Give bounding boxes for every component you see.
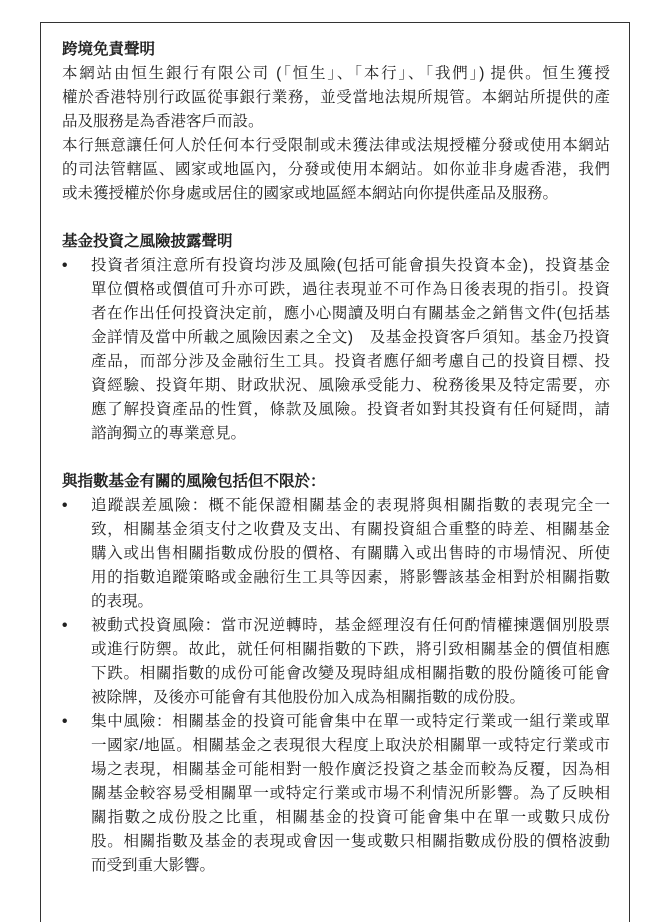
- text-line: 產品，而部分涉及金融衍生工具。投資者應仔細考慮自己的投資目標、投: [91, 353, 610, 370]
- text-line: 投資者須注意所有投資均涉及風險(包括可能會損失投資本金)，投資基金: [91, 257, 610, 274]
- disclaimer-content: [62, 38, 610, 878]
- text-line: 應了解投資產品的性質，條款及風險。投資者如對其投資有任何疑問，請: [91, 401, 610, 418]
- section-gap: [62, 206, 610, 230]
- text-line: 或進行防禦。故此，就任何相關指數的下跌，將引致相關基金的價值相應: [91, 641, 610, 658]
- text-line: 者在作出任何投資決定前，應小心閱讀及明白有關基金之銷售文件(包括基: [91, 305, 610, 322]
- text-line: 場之表現，相關基金可能相對一般作廣泛投資之基金而較為反覆，因為相: [91, 761, 610, 778]
- bullet-icon: •: [62, 257, 68, 274]
- text-line: 股。相關指數及基金的表現或會因一隻或數只相關指數成份股的價格波動: [91, 833, 610, 850]
- text-line: 權於香港特別行政區從事銀行業務，並受當地法規所規管。本網站所提供的產: [62, 89, 610, 106]
- text-line: 集中風險：相關基金的投資可能會集中在單一或特定行業或一組行業或單: [91, 713, 610, 730]
- text-line: 被除牌，及後亦可能會有其他股份加入成為相關指數的成份股。: [91, 689, 526, 706]
- text-line: 追蹤誤差風險：概不能保證相關基金的表現將與相關指數的表現完全一: [91, 497, 610, 514]
- section-gap: [62, 446, 610, 470]
- section-title: 與指數基金有關的風險包括但不限於：: [62, 473, 326, 490]
- text-line: 本網站由恒生銀行有限公司 (「恒生」、「本行」、「我們」) 提供。恒生獲授: [62, 65, 610, 82]
- paragraph: [62, 134, 610, 206]
- text-line: 諮詢獨立的專業意見。: [91, 425, 247, 442]
- text-line: 資經驗、投資年期、財政狀況、風險承受能力、稅務後果及特定需要，亦: [91, 377, 610, 394]
- text-line: 被動式投資風險：當市況逆轉時，基金經理沒有任何酌情權揀選個別股票: [91, 617, 610, 634]
- bullet-icon: •: [62, 617, 68, 634]
- bullet-item: [62, 710, 610, 878]
- bullet-icon: •: [62, 713, 68, 730]
- text-line: 本行無意讓任何人於任何本行受限制或未獲法律或法規授權分發或使用本網站: [62, 137, 610, 154]
- text-line: 的司法管轄區、國家或地區內，分發或使用本網站。如你並非身處香港，我們: [62, 161, 610, 178]
- text-line: 而受到重大影響。: [91, 857, 216, 874]
- bullet-icon: •: [62, 497, 68, 514]
- bullet-item: [62, 254, 610, 446]
- text-line: 購入或出售相關指數成份股的價格、有關購入或出售時的市場情況、所使: [91, 545, 610, 562]
- text-line: 單位價格或價值可升亦可跌，過往表現並不可作為日後表現的指引。投資: [91, 281, 610, 298]
- text-line: 一國家/地區。相關基金之表現很大程度上取決於相關單一或特定行業或市: [91, 737, 610, 754]
- paragraph: [62, 62, 610, 134]
- bullet-item: [62, 494, 610, 614]
- text-line: 的表現。: [91, 593, 154, 610]
- text-line: 關基金較容易受相關單一或特定行業或市場不利情況所影響。為了反映相: [91, 785, 610, 802]
- text-line: 用的指數追蹤策略或金融衍生工具等因素，將影響該基金相對於相關指數: [91, 569, 610, 586]
- text-line: 品及服務是為香港客戶而設。: [62, 113, 264, 130]
- text-line: 關指數之成份股之比重，相關基金的投資可能會集中在單一或數只成份: [91, 809, 610, 826]
- section-title: 基金投資之風險披露聲明: [62, 233, 233, 250]
- text-line: 或未獲授權於你身處或居住的國家或地區經本網站向你提供產品及服務。: [62, 185, 559, 202]
- text-line: 下跌。相關指數的成份可能會改變及現時組成相關指數的股份隨後可能會: [91, 665, 610, 682]
- section-title: 跨境免責聲明: [62, 41, 156, 58]
- text-line: 致，相關基金須支付之收費及支出、有關投資組合重整的時差、相關基金: [91, 521, 610, 538]
- text-line: 金詳情及當中所載之風險因素之全文) 及基金投資客戶須知。基金乃投資: [91, 329, 610, 346]
- bullet-item: [62, 614, 610, 710]
